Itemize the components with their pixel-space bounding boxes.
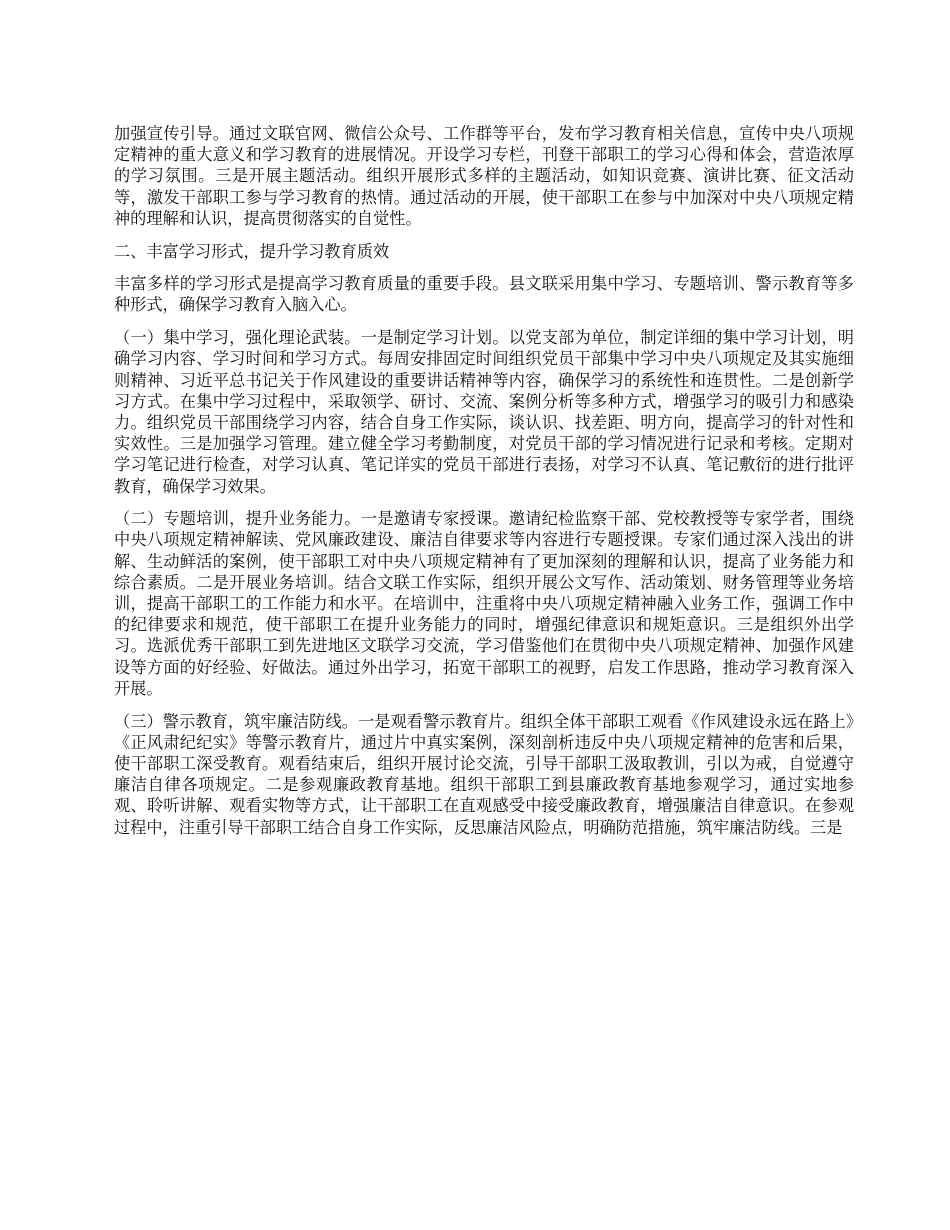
paragraph-warning-education: （三）警示教育，筑牢廉洁防线。一是观看警示教育片。组织全体干部职工观看《作风建设永远在路上》《正风肃纪纪实》等警示教育片，通过片中真实案例，深刻剖析违反中央八项规定精神的危害和后果，使干部职工深受教育。观看结束后，组织开展讨论交流，引导干部职工汲取教训，引以为戒，自觉遵守廉洁自律各项规定。二是参观廉政教育基地。组织干部职工到县廉政教育基地参观学习，通过实地参观、聆听讲解、观看实物等方式，让干部职工在直观感受中接受廉政教育，增强廉洁自律意识。在参观过程中，注重引导干部职工结合自身工作实际，反思廉洁风险点，明确防范措施，筑牢廉洁防线。三是 <box>114 711 854 837</box>
paragraph-special-training: （二）专题培训，提升业务能力。一是邀请专家授课。邀请纪检监察干部、党校教授等专家学者，围绕中央八项规定精神解读、党风廉政建设、廉洁自律要求等内容进行专题授课。专家们通过深入浅出的讲解、生动鲜活的案例，使干部职工对中央八项规定精神有了更加深刻的理解和认识，提高了业务能力和综合素质。二是开展业务培训。结合文联工作实际，组织开展公文写作、活动策划、财务管理等业务培训，提高干部职工的工作能力和水平。在培训中，注重将中央八项规定精神融入业务工作，强调工作中的纪律要求和规范，使干部职工在提升业务能力的同时，增强纪律意识和规矩意识。三是组织外出学习。选派优秀干部职工到先进地区文联学习交流，学习借鉴他们在贯彻中央八项规定精神、加强作风建设等方面的好经验、好做法。通过外出学习，拓宽干部职工的视野，启发工作思路，推动学习教育深入开展。 <box>114 509 854 698</box>
paragraph-intro: 丰富多样的学习形式是提高学习教育质量的重要手段。县文联采用集中学习、专题培训、警示教育等多种形式，确保学习教育入脑入心。 <box>114 274 854 315</box>
paragraph-centralized-study: （一）集中学习，强化理论武装。一是制定学习计划。以党支部为单位，制定详细的集中学习计划，明确学习内容、学习时间和学习方式。每周安排固定时间组织党员干部集中学习中央八项规定及其实施细则精神、习近平总书记关于作风建设的重要讲话精神等内容，确保学习的系统性和连贯性。二是创新学习方式。在集中学习过程中，采取领学、研讨、交流、案例分析等多种方式，增强学习的吸引力和感染力。组织党员干部围绕学习内容，结合自身工作实际，谈认识、找差距、明方向，提高学习的针对性和实效性。三是加强学习管理。建立健全学习考勤制度，对党员干部的学习情况进行记录和考核。定期对学习笔记进行检查，对学习认真、笔记详实的党员干部进行表扬，对学习不认真、笔记敷衍的进行批评教育，确保学习效果。 <box>114 328 854 496</box>
section-heading: 二、丰富学习形式，提升学习教育质效 <box>114 241 390 261</box>
document-page <box>114 123 854 849</box>
paragraph-publicity: 加强宣传引导。通过文联官网、微信公众号、工作群等平台，发布学习教育相关信息，宣传中央八项规定精神的重大意义和学习教育的进展情况。开设学习专栏，刊登干部职工的学习心得和体会，营造浓厚的学习氛围。三是开展主题活动。组织开展形式多样的主题活动，如知识竞赛、演讲比赛、征文活动等，激发干部职工参与学习教育的热情。通过活动的开展，使干部职工在参与中加深对中央八项规定精神的理解和认识，提高贯彻落实的自觉性。 <box>114 124 854 228</box>
